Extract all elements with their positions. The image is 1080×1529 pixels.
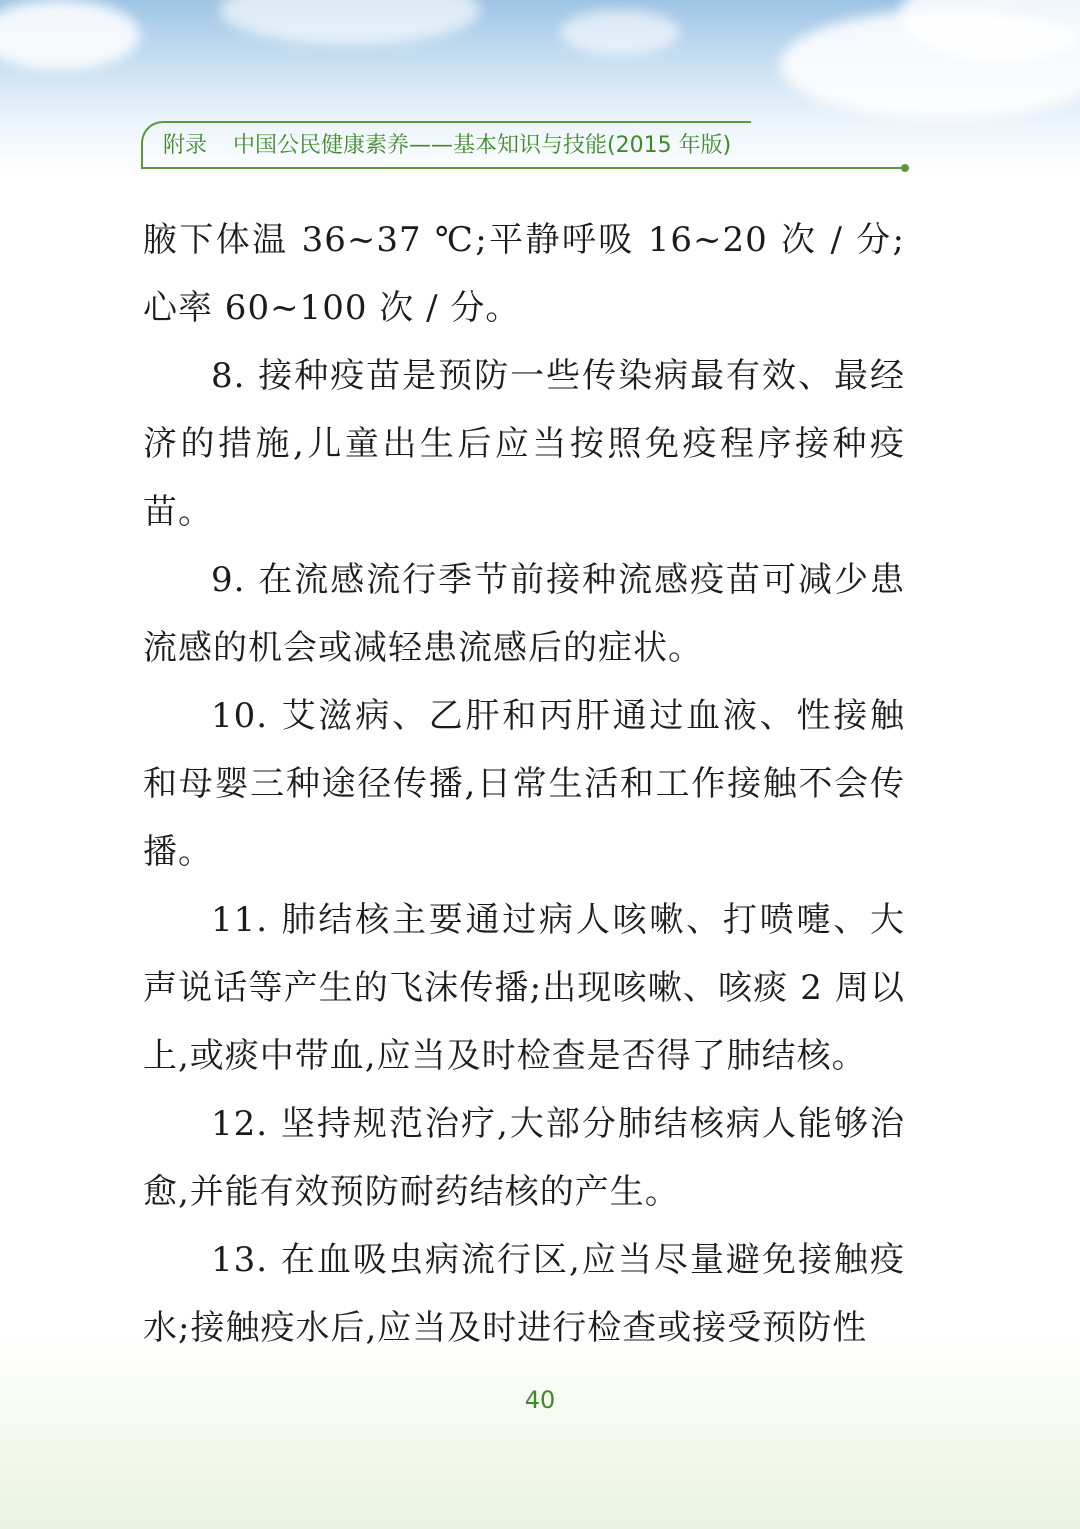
header-dot-icon xyxy=(901,164,909,172)
paragraph-item-9: 9. 在流感流行季节前接种流感疫苗可减少患流感的机会或减轻患流感后的症状。 xyxy=(143,560,905,668)
body-text xyxy=(143,206,905,1362)
cloud-decoration xyxy=(560,10,680,55)
paragraph-item-13: 13. 在血吸虫病流行区,应当尽量避免接触疫水;接触疫水后,应当及时进行检查或接受预防性 xyxy=(143,1240,905,1348)
paragraph-item-10: 10. 艾滋病、乙肝和丙肝通过血液、性接触和母婴三种途径传播,日常生活和工作接触不会传播。 xyxy=(143,696,905,872)
header-section: 附录 xyxy=(163,133,208,158)
header-title: 中国公民健康素养——基本知识与技能(2015 年版) xyxy=(233,133,732,158)
paragraph-item-12: 12. 坚持规范治疗,大部分肺结核病人能够治愈,并能有效预防耐药结核的产生。 xyxy=(143,1104,905,1212)
header-label xyxy=(141,121,751,169)
header-rule xyxy=(141,167,903,169)
paragraph-item-11: 11. 肺结核主要通过病人咳嗽、打喷嚏、大声说话等产生的飞沫传播;出现咳嗽、咳痰 2 周以上,或痰中带血,应当及时检查是否得了肺结核。 xyxy=(143,900,905,1076)
cloud-decoration xyxy=(0,0,140,70)
paragraph-item-8: 8. 接种疫苗是预防一些传染病最有效、最经济的措施,儿童出生后应当按照免疫程序接种疫苗。 xyxy=(143,356,905,532)
cloud-decoration xyxy=(220,0,480,45)
page-number: 40 xyxy=(524,1386,556,1414)
paragraph-continuation: 腋下体温 36~37 ℃;平静呼吸 16~20 次 / 分;心率 60~100 次 / 分。 xyxy=(143,220,905,328)
running-header xyxy=(141,121,907,169)
